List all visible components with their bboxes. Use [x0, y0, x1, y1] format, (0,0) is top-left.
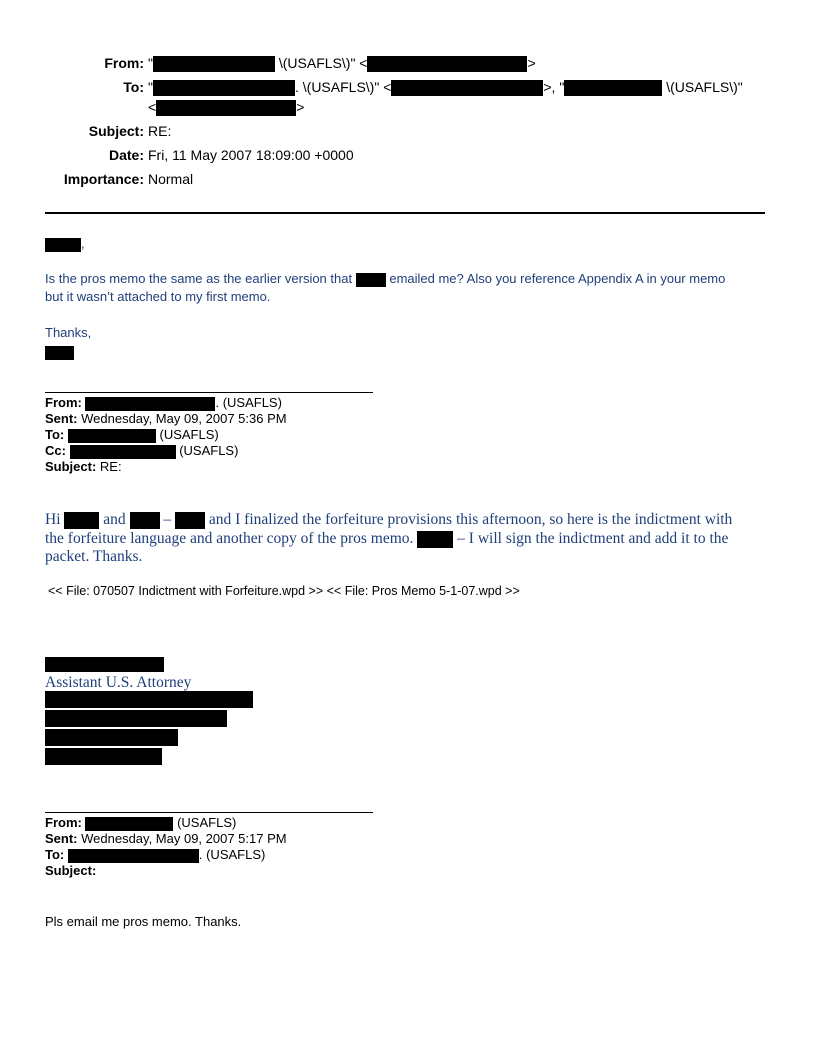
redaction-box [68, 429, 156, 443]
importance-value: Normal [148, 171, 194, 187]
date-label: Date: [108, 147, 144, 163]
fwd2-body: Pls email me pros memo. Thanks. [45, 914, 242, 929]
subject-label: Subject: [88, 123, 144, 139]
redaction-box [45, 346, 74, 360]
fwd2-divider [45, 812, 373, 813]
reply-body-line2: but it wasn’t attached to my first memo. [45, 289, 271, 304]
redaction-box [417, 531, 453, 548]
signature-redacted [45, 344, 74, 362]
from-label: From: [104, 55, 144, 71]
redaction-box [68, 849, 199, 863]
redaction-box [356, 273, 386, 287]
redaction-box [564, 80, 662, 96]
redaction-box [367, 56, 527, 72]
redaction-box [45, 710, 227, 727]
fwd1-sent: Sent: Wednesday, May 09, 2007 5:36 PM [45, 411, 287, 426]
redaction-box [45, 748, 162, 765]
redaction-box [85, 397, 215, 411]
redaction-box [45, 691, 253, 708]
fwd2-subject: Subject: [45, 863, 97, 878]
fwd1-to: To: (USAFLS) [45, 427, 219, 442]
sig-title: Assistant U.S. Attorney [45, 674, 192, 691]
date-value: Fri, 11 May 2007 18:09:00 +0000 [148, 147, 354, 163]
reply-body-line1: Is the pros memo the same as the earlier version that emailed me? Also you reference Appendix A in your memo [45, 271, 726, 286]
subject-value: RE: [148, 123, 172, 139]
header-divider [45, 212, 765, 214]
fwd1-subject: Subject: RE: [45, 459, 122, 474]
redaction-box [130, 512, 160, 529]
importance-label: Importance: [63, 171, 144, 187]
fwd2-to: To: . (USAFLS) [45, 847, 266, 862]
to-label: To: [123, 79, 144, 95]
redaction-box [156, 100, 296, 116]
redaction-box [153, 80, 295, 96]
redaction-box [64, 512, 99, 529]
fwd1-body-line2: the forfeiture language and another copy of the pros memo. – I will sign the indictment and add it to the [45, 530, 729, 547]
fwd2-sent: Sent: Wednesday, May 09, 2007 5:17 PM [45, 831, 287, 846]
from-value: " \(USAFLS\)" < > [148, 55, 536, 71]
redaction-box [70, 445, 176, 459]
redaction-box [45, 657, 164, 672]
fwd1-body-line3: packet. Thanks. [45, 548, 143, 565]
redaction-box [175, 512, 205, 529]
salutation: , [45, 236, 85, 252]
fwd1-header [45, 395, 287, 475]
to-value-continued: < > [148, 99, 305, 115]
redaction-box [391, 80, 543, 96]
redaction-box [45, 729, 178, 746]
fwd1-divider [45, 392, 373, 393]
redaction-box [45, 238, 81, 252]
redaction-box [85, 817, 173, 831]
redaction-box [153, 56, 275, 72]
fwd2-header [45, 815, 287, 879]
to-value: " . \(USAFLS\)" < >, " \(USAFLS\)" [148, 79, 743, 95]
reply-closing: Thanks, [45, 325, 92, 340]
sig-address-redacted [45, 691, 253, 765]
fwd1-body-line1: Hi and – and I finalized the forfeiture provisions this afternoon, so here is the indictment with [45, 511, 733, 528]
fwd2-from: From: (USAFLS) [45, 815, 237, 830]
fwd1-from: From: . (USAFLS) [45, 395, 282, 410]
attachments[interactable]: << File: 070507 Indictment with Forfeiture.wpd >> << File: Pros Memo 5-1-07.wpd >> [48, 584, 520, 598]
fwd1-cc: Cc: (USAFLS) [45, 443, 239, 458]
sig-name-redacted [45, 656, 164, 674]
